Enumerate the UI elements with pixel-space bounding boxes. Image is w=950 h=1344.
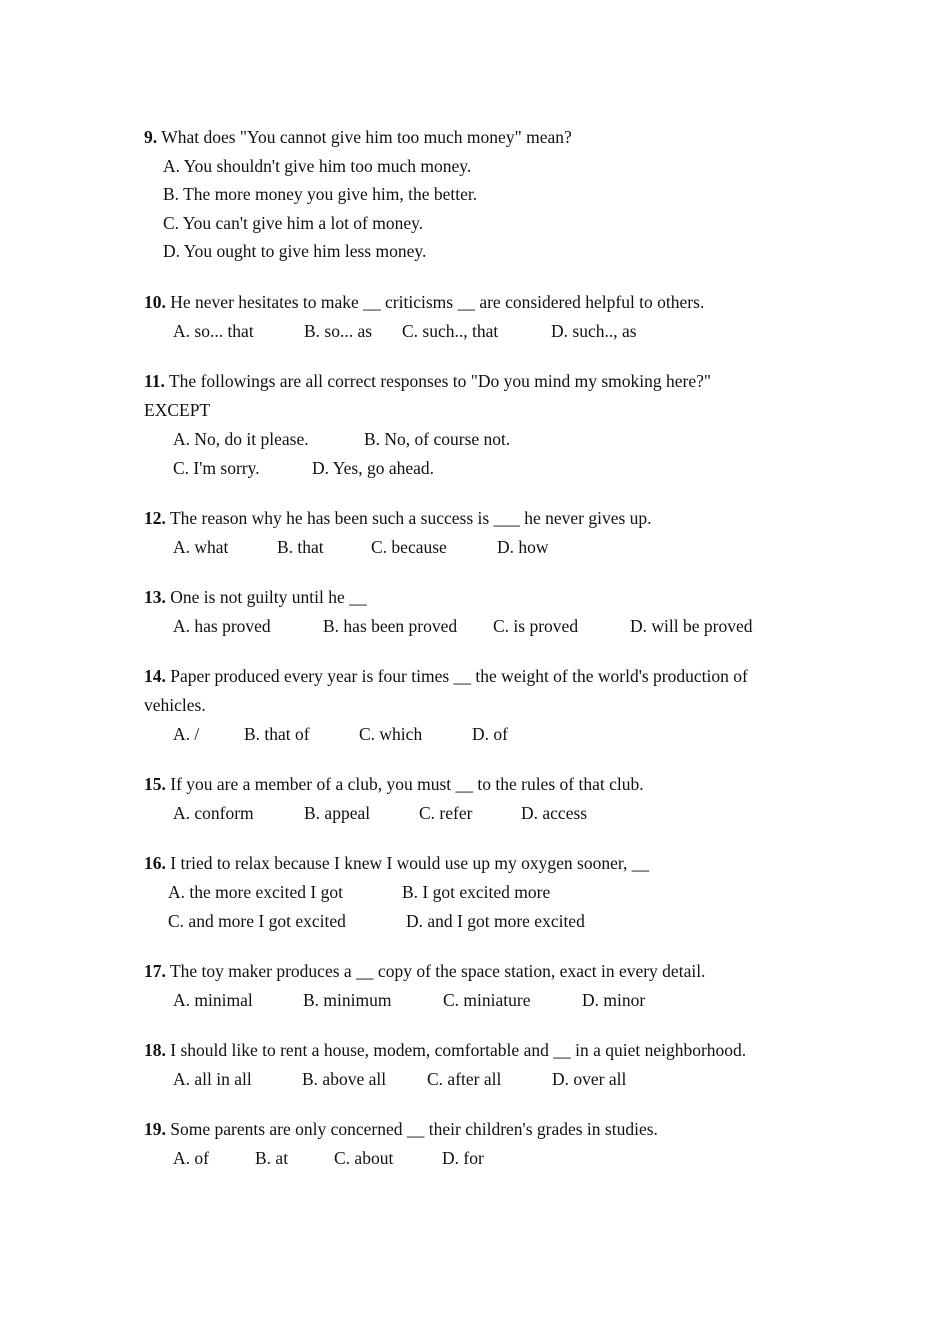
- question-number: 19.: [144, 1119, 166, 1139]
- question-number: 15.: [144, 774, 166, 794]
- question-text: Paper produced every year is four times __ the weight of the world's production of: [170, 666, 748, 686]
- option-a: A. conform: [173, 803, 254, 823]
- option-b: B. appeal: [304, 803, 371, 823]
- option-a: A. so... that: [173, 321, 254, 341]
- question-number: 18.: [144, 1040, 166, 1060]
- option-a: A. all in all: [173, 1069, 252, 1089]
- option-c: C. about: [334, 1148, 394, 1168]
- question-number: 11.: [144, 371, 165, 391]
- option-b: B. above all: [302, 1069, 387, 1089]
- question-stem: [144, 508, 652, 528]
- question-stem: [144, 127, 572, 147]
- question-number: 14.: [144, 666, 166, 686]
- option-d: D. minor: [582, 990, 646, 1010]
- option-c: C. I'm sorry.: [173, 458, 260, 478]
- option-b: B. at: [255, 1148, 289, 1168]
- option-d: D. access: [521, 803, 588, 823]
- option-d: D. for: [442, 1148, 484, 1168]
- question-text: Some parents are only concerned __ their children's grades in studies.: [170, 1119, 658, 1139]
- question-text: He never hesitates to make __ criticisms __ are considered helpful to others.: [170, 292, 705, 312]
- question-stem: [144, 853, 649, 873]
- option-a: A. /: [173, 724, 200, 744]
- option-b: B. that of: [244, 724, 310, 744]
- option-d: D. over all: [552, 1069, 627, 1089]
- option-d: D. of: [472, 724, 508, 744]
- option-b: B. No, of course not.: [364, 429, 511, 449]
- question-text: If you are a member of a club, you must __ to the rules of that club.: [170, 774, 644, 794]
- question-text: I tried to relax because I knew I would use up my oxygen sooner, __: [170, 853, 650, 873]
- option-d: D. and I got more excited: [406, 911, 585, 931]
- question-stem: [144, 666, 748, 686]
- option-c: C. after all: [427, 1069, 502, 1089]
- question-number: 16.: [144, 853, 166, 873]
- question-text: I should like to rent a house, modem, comfortable and __ in a quiet neighborhood.: [170, 1040, 747, 1060]
- question-text: The toy maker produces a __ copy of the space station, exact in every detail.: [169, 961, 706, 981]
- option-b: B. minimum: [303, 990, 392, 1010]
- option-d: D. how: [497, 537, 549, 557]
- question-number: 12.: [144, 508, 166, 528]
- question-stem: [144, 371, 711, 391]
- question-stem: [144, 961, 705, 981]
- option-b: B. so... as: [304, 321, 373, 341]
- option-a: A. what: [173, 537, 229, 557]
- option-c: C. because: [371, 537, 447, 557]
- option-b: B. The more money you give him, the better.: [163, 184, 478, 204]
- option-c: C. refer: [419, 803, 473, 823]
- question-text: The reason why he has been such a success is ___ he never gives up.: [169, 508, 652, 528]
- question-stem: [144, 1040, 746, 1060]
- question-stem: [144, 292, 704, 312]
- question-text: What does "You cannot give him too much money" mean?: [161, 127, 572, 147]
- question-text: The followings are all correct responses to "Do you mind my smoking here?": [168, 371, 712, 391]
- option-a: A. minimal: [173, 990, 253, 1010]
- option-a: A. has proved: [173, 616, 271, 636]
- option-a: A. of: [173, 1148, 209, 1168]
- option-d: D. such.., as: [551, 321, 637, 341]
- option-b: B. has been proved: [323, 616, 458, 636]
- option-a: A. No, do it please.: [173, 429, 309, 449]
- question-stem: [144, 774, 644, 794]
- question-number: 17.: [144, 961, 166, 981]
- option-c: C. such.., that: [402, 321, 499, 341]
- option-c: C. and more I got excited: [168, 911, 346, 931]
- question-number: 10.: [144, 292, 166, 312]
- question-number: 13.: [144, 587, 166, 607]
- option-c: C. is proved: [493, 616, 579, 636]
- option-c: C. miniature: [443, 990, 531, 1010]
- question-stem: [144, 587, 367, 607]
- option-d: D. You ought to give him less money.: [163, 241, 427, 261]
- question-number: 9.: [144, 127, 158, 147]
- question-text-continued: EXCEPT: [144, 400, 211, 420]
- question-text-continued: vehicles.: [144, 695, 206, 715]
- option-d: D. will be proved: [630, 616, 753, 636]
- option-a: A. You shouldn't give him too much money.: [163, 156, 472, 176]
- question-text: One is not guilty until he __: [170, 587, 367, 607]
- option-d: D. Yes, go ahead.: [312, 458, 435, 478]
- option-c: C. You can't give him a lot of money.: [163, 213, 424, 233]
- option-a: A. the more excited I got: [168, 882, 343, 902]
- option-c: C. which: [359, 724, 423, 744]
- option-b: B. that: [277, 537, 324, 557]
- option-b: B. I got excited more: [402, 882, 551, 902]
- question-stem: [144, 1119, 658, 1139]
